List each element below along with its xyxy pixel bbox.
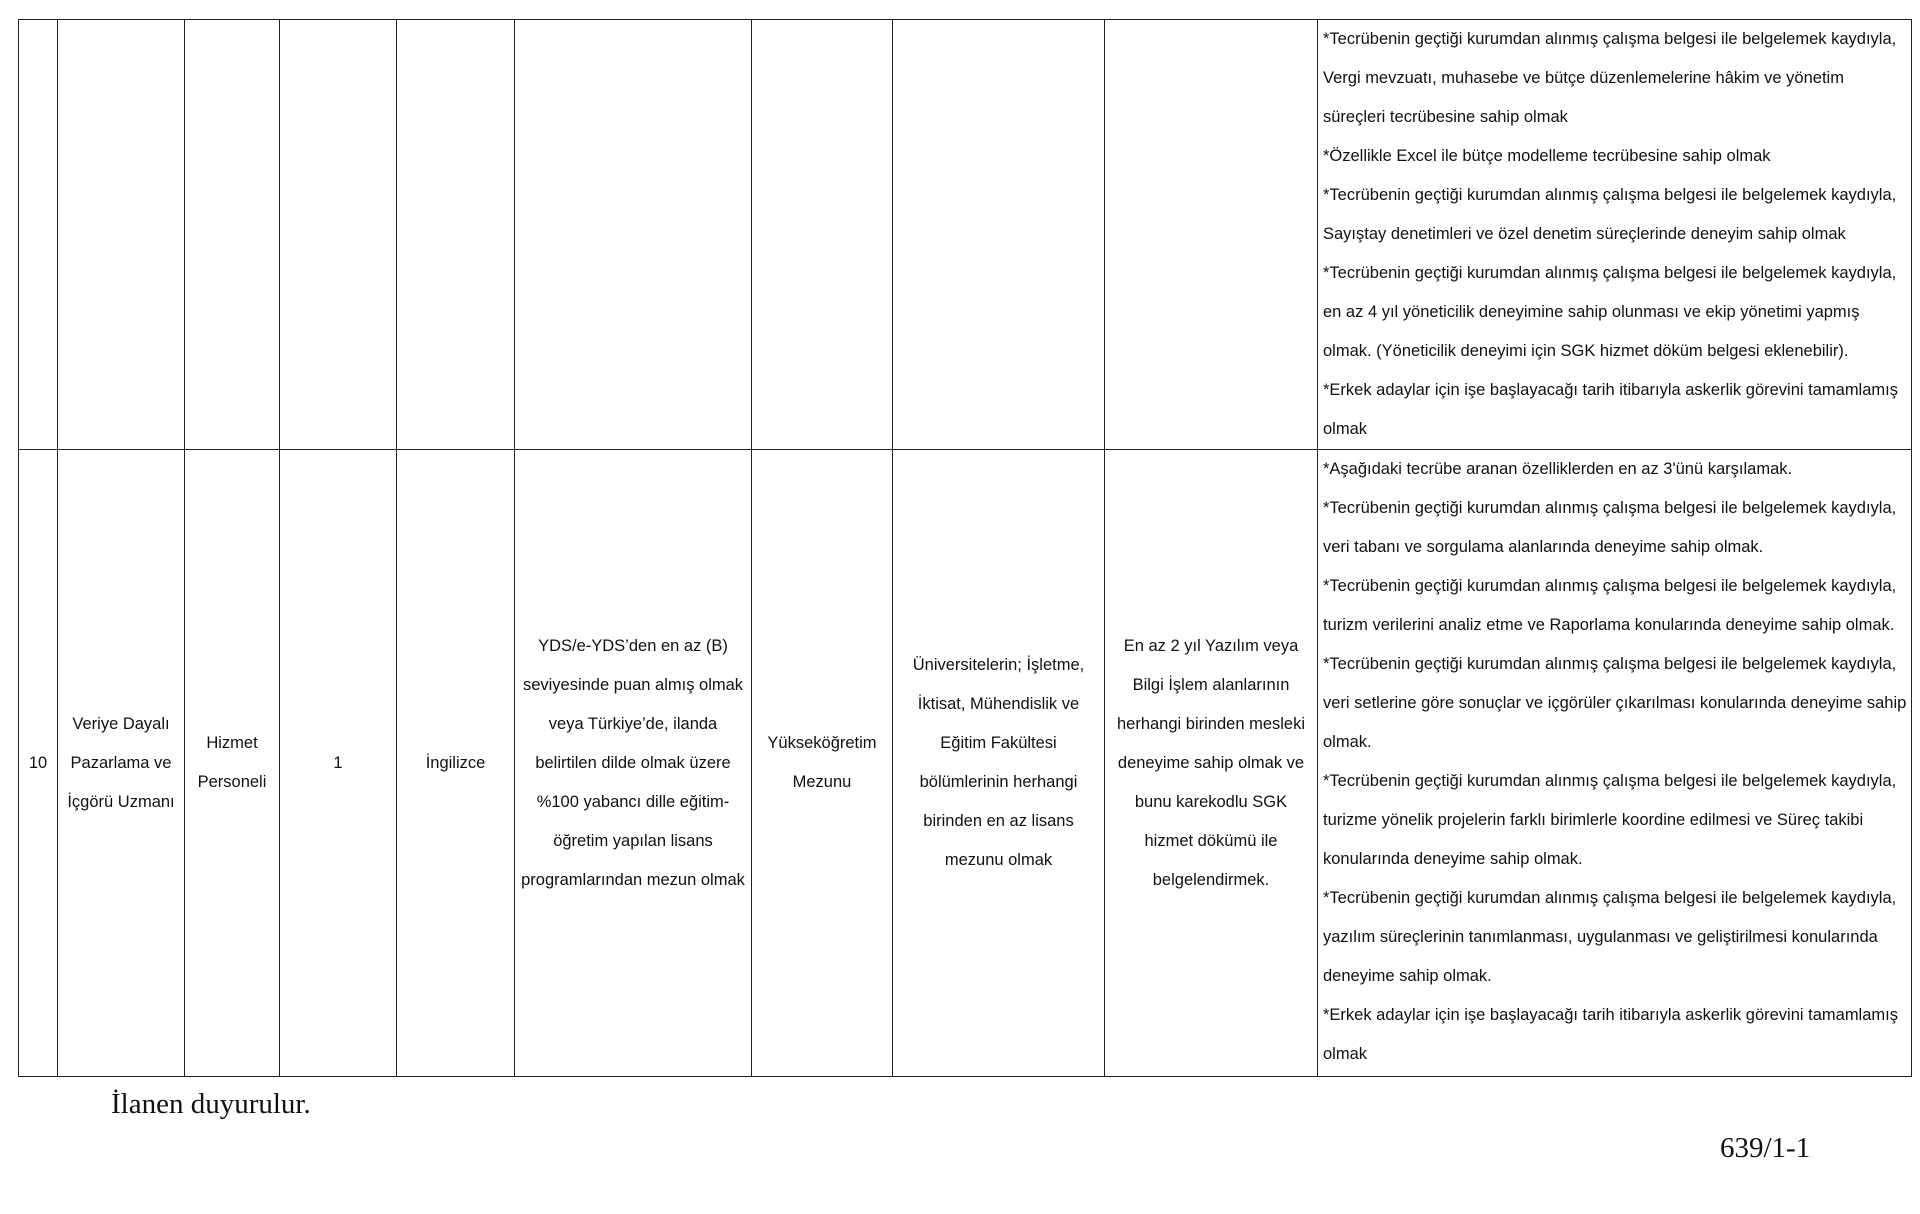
cell-department: [893, 450, 1105, 1077]
cell-language: [397, 450, 515, 1077]
requirement-line: süreçleri tecrübesine sahip olmak: [1323, 108, 1568, 126]
language-level-line: öğretim yapılan lisans: [553, 831, 713, 850]
experience-line: herhangi birinden mesleki: [1116, 714, 1306, 733]
experience-line: belgelendirmek.: [1152, 870, 1270, 889]
requirement-line: *Tecrübenin geçtiği kurumdan alınmış çalışma belgesi ile belgelemek kaydıyla,: [1323, 577, 1897, 595]
cell-no-empty: [19, 20, 58, 450]
requirement-line: turizme yönelik projelerin farklı birimlerle koordine edilmesi ve Süreç takibi: [1323, 811, 1864, 829]
cell-department-empty: [893, 20, 1105, 450]
language-level-line: veya Türkiye’de, ilanda: [548, 714, 718, 733]
requirement-line: en az 4 yıl yöneticilik deneyimine sahip olunması ve ekip yönetimi yapmış: [1323, 303, 1860, 321]
cell-count-empty: [280, 20, 397, 450]
cell-education-empty: [752, 20, 893, 450]
cell-no: [19, 450, 58, 1077]
department-line: mezunu olmak: [944, 851, 1053, 869]
requirement-line: Sayıştay denetimleri ve özel denetim süreçlerinde deneyim sahip olmak: [1323, 225, 1846, 243]
experience-line: En az 2 yıl Yazılım veya: [1123, 636, 1299, 655]
staff-type-line: Personeli: [197, 773, 267, 791]
cell-experience-empty: [1105, 20, 1318, 450]
experience-line: bunu karekodlu SGK: [1134, 792, 1288, 811]
requirement-line: veri tabanı ve sorgulama alanlarında deneyime sahip olmak.: [1323, 538, 1764, 556]
row-number: 10: [28, 753, 48, 772]
position-line: Veriye Dayalı: [72, 714, 170, 733]
language-level-line: seviyesinde puan almış olmak: [522, 675, 744, 694]
requirement-line: *Tecrübenin geçtiği kurumdan alınmış çalışma belgesi ile belgelemek kaydıyla,: [1323, 499, 1897, 517]
reference-number: 639/1-1: [1720, 1132, 1811, 1164]
requirement-line: Vergi mevzuatı, muhasebe ve bütçe düzenlemelerine hâkim ve yönetim: [1323, 69, 1844, 87]
requirement-line: deneyime sahip olmak.: [1323, 967, 1492, 985]
language: İngilizce: [425, 753, 486, 772]
requirement-line: *Aşağıdaki tecrübe aranan özelliklerden en az 3'ünü karşılamak.: [1323, 460, 1793, 478]
cell-experience: [1105, 450, 1318, 1077]
requirement-line: *Erkek adaylar için işe başlayacağı tarih itibarıyla askerlik görevini tamamlamış: [1323, 381, 1898, 399]
job-listing-table: [18, 19, 1912, 1077]
requirement-line: *Tecrübenin geçtiği kurumdan alınmış çalışma belgesi ile belgelemek kaydıyla,: [1323, 772, 1897, 790]
experience-line: deneyime sahip olmak ve: [1117, 753, 1305, 772]
experience-line: Bilgi İşlem alanlarının: [1132, 675, 1290, 694]
department-line: bölümlerinin herhangi: [919, 773, 1078, 791]
position-line: Pazarlama ve: [70, 753, 172, 772]
closing-statement: İlanen duyurulur.: [111, 1088, 311, 1120]
department-line: Eğitim Fakültesi: [940, 734, 1057, 752]
cell-position: [58, 450, 185, 1077]
language-level-line: programlarından mezun olmak: [521, 870, 745, 889]
cell-language-empty: [397, 20, 515, 450]
cell-count: [280, 450, 397, 1077]
department-line: birinden en az lisans: [923, 812, 1074, 830]
position-count: 1: [333, 753, 343, 772]
table-row-10: [19, 450, 1912, 1077]
cell-staff-type: [185, 450, 280, 1077]
cell-language-level-empty: [515, 20, 752, 450]
requirement-line: *Tecrübenin geçtiği kurumdan alınmış çalışma belgesi ile belgelemek kaydıyla,: [1323, 889, 1897, 907]
requirement-line: *Tecrübenin geçtiği kurumdan alınmış çalışma belgesi ile belgelemek kaydıyla,: [1323, 186, 1897, 204]
requirement-line: olmak.: [1323, 733, 1372, 751]
position-line: İçgörü Uzmanı: [67, 792, 175, 811]
requirement-line: olmak. (Yöneticilik deneyimi için SGK hizmet döküm belgesi eklenebilir).: [1323, 342, 1849, 360]
cell-position-empty: [58, 20, 185, 450]
education-line: Yükseköğretim: [767, 734, 877, 752]
requirement-line: veri setlerine göre sonuçlar ve içgörüler çıkarılması konularında deneyime sahip: [1323, 694, 1907, 712]
requirement-line: yazılım süreçlerinin tanımlanması, uygulanması ve geliştirilmesi konularında: [1323, 928, 1878, 946]
requirement-line: turizm verilerini analiz etme ve Raporlama konularında deneyime sahip olmak.: [1323, 616, 1895, 634]
requirement-line: *Tecrübenin geçtiği kurumdan alınmış çalışma belgesi ile belgelemek kaydıyla,: [1323, 30, 1897, 48]
cell-language-level: [515, 450, 752, 1077]
requirement-line: olmak: [1323, 420, 1368, 438]
requirement-line: olmak: [1323, 1045, 1368, 1063]
requirement-line: *Özellikle Excel ile bütçe modelleme tecrübesine sahip olmak: [1323, 147, 1771, 165]
staff-type-line: Hizmet: [206, 734, 258, 752]
cell-requirements: [1318, 450, 1912, 1077]
language-level-line: belirtilen dilde olmak üzere: [535, 753, 731, 772]
language-level-line: %100 yabancı dille eğitim-: [536, 792, 730, 811]
experience-line: hizmet dökümü ile: [1144, 831, 1278, 850]
cell-education: [752, 450, 893, 1077]
cell-staff-type-empty: [185, 20, 280, 450]
table-row-continued: [19, 20, 1912, 450]
education-line: Mezunu: [792, 773, 852, 791]
requirement-line: konularında deneyime sahip olmak.: [1323, 850, 1583, 868]
cell-requirements-continued: [1318, 20, 1912, 450]
department-line: Üniversitelerin; İşletme,: [912, 656, 1085, 674]
department-line: İktisat, Mühendislik ve: [917, 695, 1080, 713]
requirement-line: *Tecrübenin geçtiği kurumdan alınmış çalışma belgesi ile belgelemek kaydıyla,: [1323, 655, 1897, 673]
requirement-line: *Tecrübenin geçtiği kurumdan alınmış çalışma belgesi ile belgelemek kaydıyla,: [1323, 264, 1897, 282]
language-level-line: YDS/e-YDS’den en az (B): [538, 636, 728, 655]
requirement-line: *Erkek adaylar için işe başlayacağı tarih itibarıyla askerlik görevini tamamlamış: [1323, 1006, 1898, 1024]
